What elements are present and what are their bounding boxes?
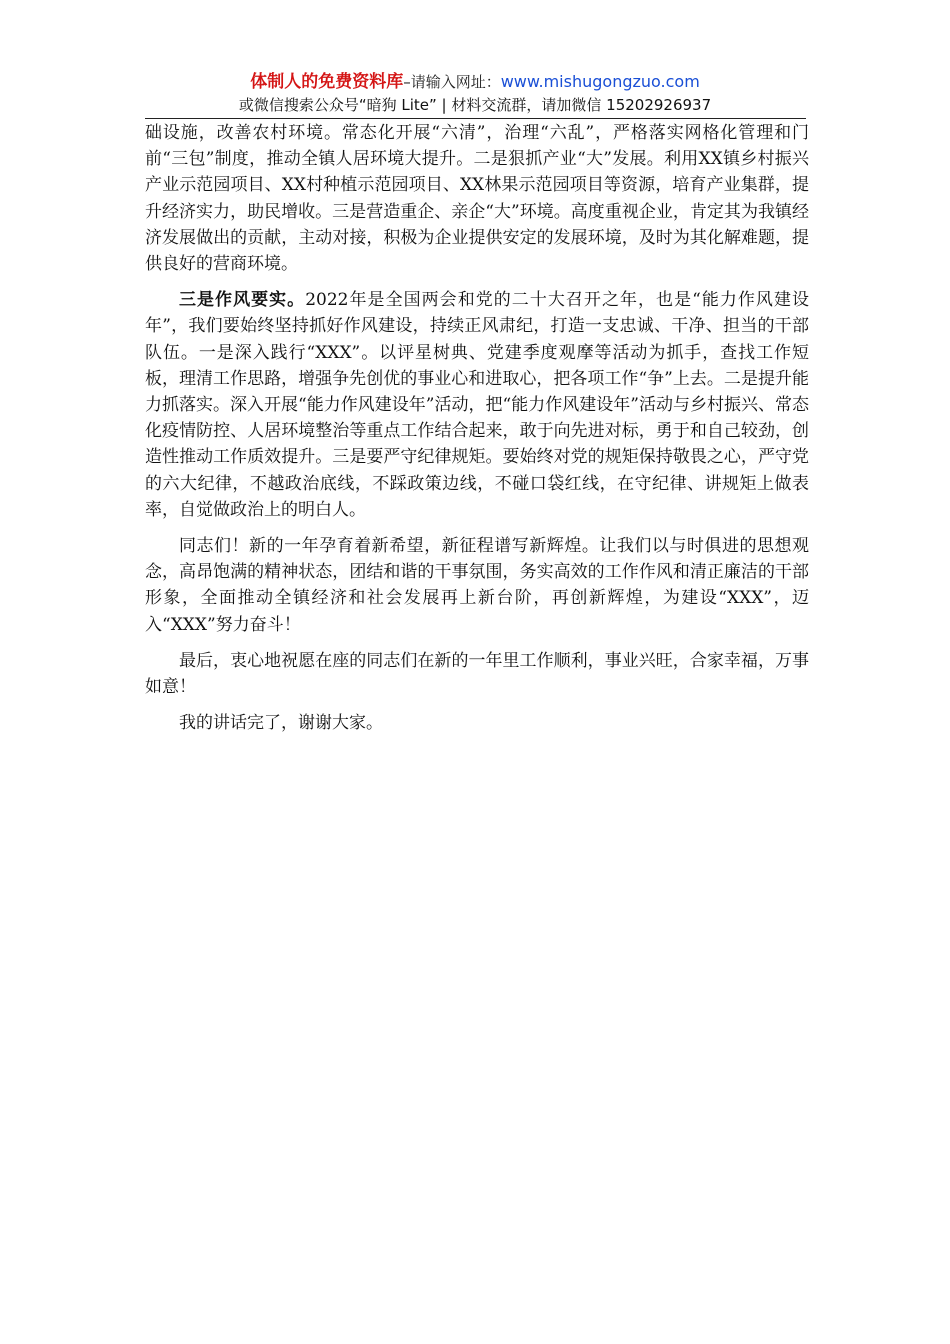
paragraph-4: 最后，衷心地祝愿在座的同志们在新的一年里工作顺利，事业兴旺，合家幸福，万事如意！ bbox=[145, 650, 809, 698]
document-body bbox=[145, 120, 809, 736]
paragraph-1: 础设施，改善农村环境。常态化开展“六清”，治理“六乱”，严格落实网格化管理和门前“三包”制度，推动全镇人居环境大提升。二是狠抓产业“大”发展。利用XX镇乡村振兴产业示范园项目、XX村种植示范园项目、XX林果示范园项目等资源，培育产业集群，提升经济实力，助民增收。三是营造重企、亲企“大”环境。高度重视企业，肯定其为我镇经济发展做出的贡献，主动对接，积极为企业提供安定的发展环境，及时为其化解难题，提供良好的营商环境。 bbox=[145, 123, 809, 275]
header-divider bbox=[145, 118, 806, 119]
paragraph-2 bbox=[145, 287, 809, 523]
header-brand: 体制人的免费资料库 bbox=[250, 72, 404, 92]
header-url-link[interactable]: www.mishugongzuo.com bbox=[500, 72, 700, 91]
paragraph-2-text: 2022年是全国两会和党的二十大召开之年，也是“能力作风建设年”，我们要始终坚持抓好作风建设，持续正风肃纪，打造一支忠诚、干净、担当的干部队伍。一是深入践行“XXX”。以评星树典、党建季度观摩等活动为抓手，查找工作短板，理清工作思路，增强争先创优的事业心和进取心，把各项工作“争”上去。二是提升能力抓落实。深入开展“能力作风建设年”活动，把“能力作风建设年”活动与乡村振兴、常态化疫情防控、人居环境整治等重点工作结合起来，敢于向先进对标，勇于和自己较劲，创造性推动工作质效提升。三是要严守纪律规矩。要始终对党的规矩保持敬畏之心，严守党的六大纪律，不越政治底线，不踩政策边线，不碰口袋红线，在守纪律、讲规矩上做表率，自觉做政治上的明白人。 bbox=[145, 290, 809, 520]
header-prompt: –请输入网址： bbox=[403, 73, 501, 91]
header-line-1 bbox=[145, 70, 805, 94]
header-line-2: 或微信搜索公众号“暗狗 Lite” | 材料交流群，请加微信 15202926937 bbox=[238, 96, 712, 114]
paragraph-2-lead: 三是作风要实。 bbox=[179, 290, 306, 311]
paragraph-3: 同志们！新的一年孕育着新希望，新征程谱写新辉煌。让我们以与时俱进的思想观念，高昂饱满的精神状态，团结和谐的干事氛围，务实高效的工作作风和清正廉洁的干部形象，全面推动全镇经济和社会发展再上新台阶，再创新辉煌，为建设“XXX”，迈入“XXX”努力奋斗！ bbox=[145, 536, 809, 635]
page-header bbox=[145, 70, 805, 116]
paragraph-5: 我的讲话完了，谢谢大家。 bbox=[179, 713, 383, 734]
